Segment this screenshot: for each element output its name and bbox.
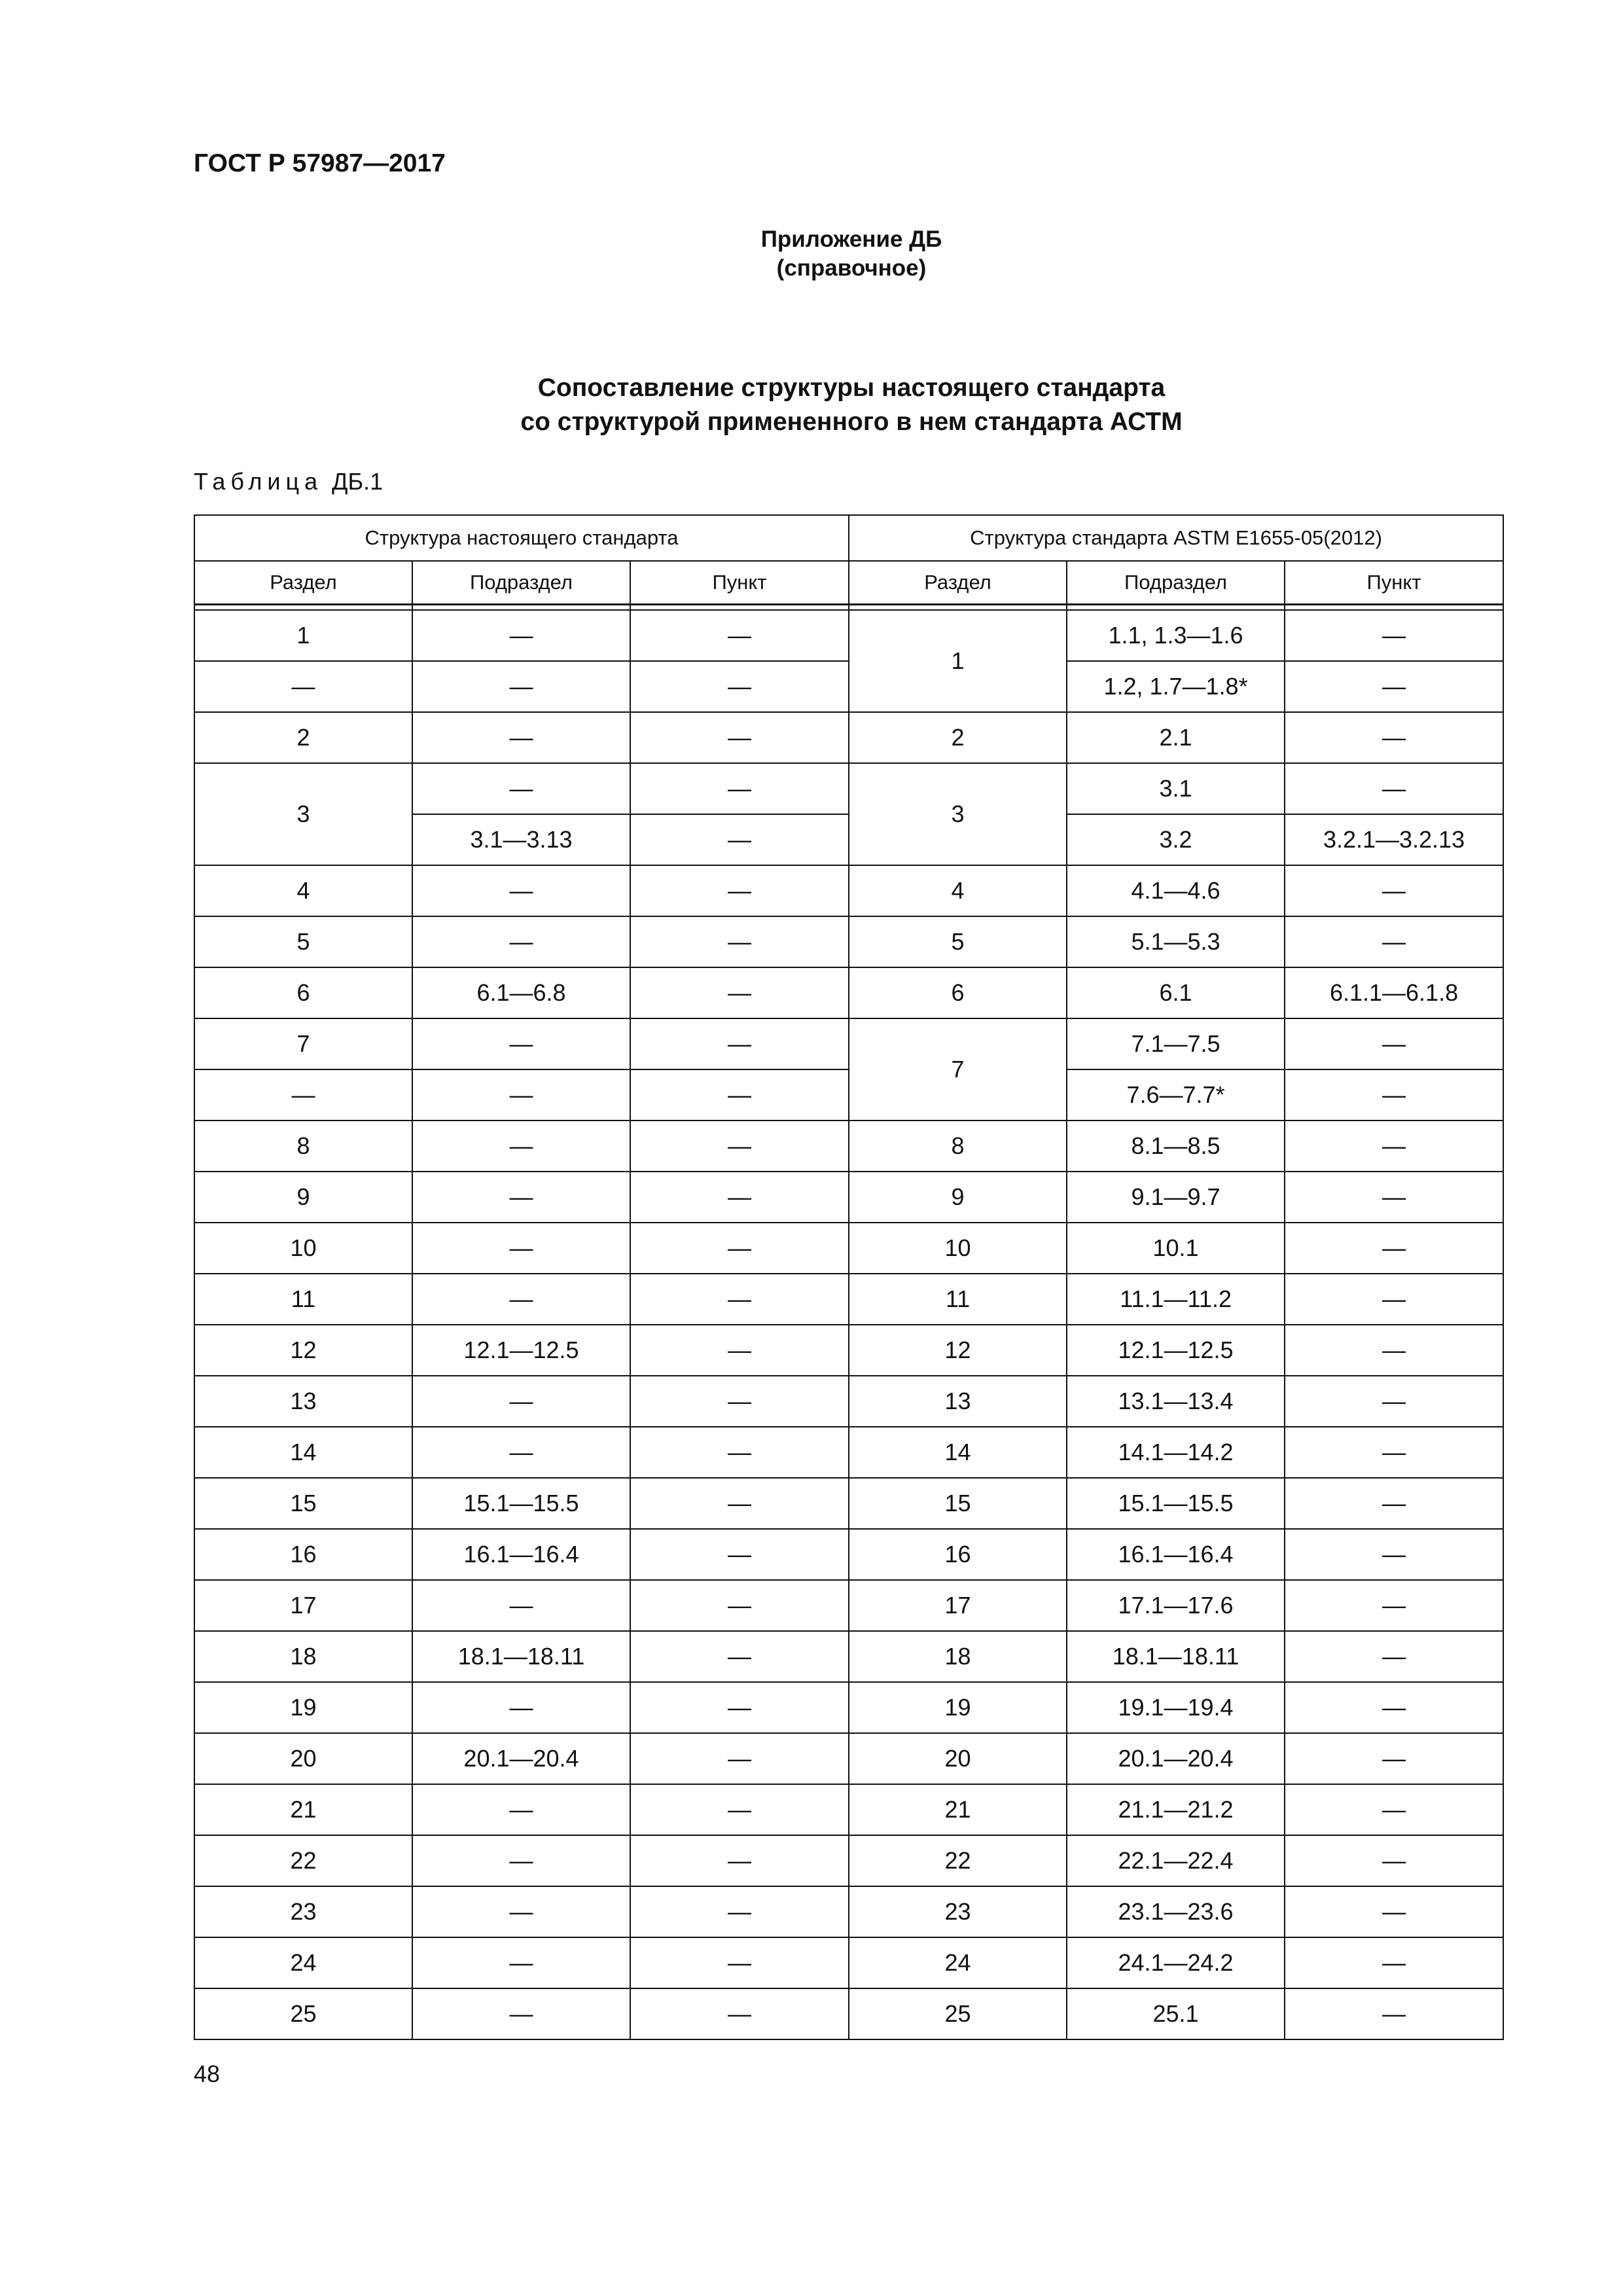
cell-subsection: — — [412, 1835, 630, 1886]
cell-section: 24 — [194, 1937, 412, 1988]
cell-astm-section: 23 — [849, 1886, 1067, 1937]
table-row — [194, 1835, 1503, 1886]
comparison-table — [194, 514, 1504, 2040]
table-title-line-1: Сопоставление структуры настоящего стандарта — [537, 374, 1166, 402]
cell-item: — — [630, 1988, 849, 2039]
cell-subsection: — — [412, 1121, 630, 1172]
table-row — [194, 1223, 1503, 1274]
cell-subsection: — — [412, 1223, 630, 1274]
cell-section: 10 — [194, 1223, 412, 1274]
cell-item: — — [630, 1172, 849, 1223]
cell-subsection: — — [412, 1580, 630, 1631]
cell-astm-item: — — [1285, 1018, 1503, 1069]
table-title — [0, 371, 1623, 439]
table-row — [194, 1580, 1503, 1631]
cell-section: 5 — [194, 916, 412, 967]
column-header-item: Пункт — [630, 561, 849, 605]
cell-astm-subsection: 1.2, 1.7—1.8* — [1067, 661, 1285, 712]
cell-item: — — [630, 1274, 849, 1325]
cell-astm-item: — — [1285, 1988, 1503, 2039]
cell-section: 18 — [194, 1631, 412, 1682]
cell-astm-item: — — [1285, 1937, 1503, 1988]
appendix-heading — [0, 225, 1623, 283]
cell-astm-section: 25 — [849, 1988, 1067, 2039]
cell-astm-item: — — [1285, 1274, 1503, 1325]
cell-item: — — [630, 661, 849, 712]
cell-section: 3 — [194, 763, 412, 865]
cell-section: 17 — [194, 1580, 412, 1631]
cell-astm-section: 24 — [849, 1937, 1067, 1988]
cell-astm-item: — — [1285, 916, 1503, 967]
cell-astm-item: — — [1285, 1121, 1503, 1172]
cell-astm-subsection: 16.1—16.4 — [1067, 1529, 1285, 1580]
cell-astm-item: — — [1285, 1478, 1503, 1529]
cell-astm-item: — — [1285, 1529, 1503, 1580]
table-row — [194, 712, 1503, 763]
table-row — [194, 1325, 1503, 1376]
cell-section: 4 — [194, 865, 412, 916]
cell-section: 1 — [194, 610, 412, 661]
cell-subsection: — — [412, 865, 630, 916]
table-row — [194, 1274, 1503, 1325]
cell-item: — — [630, 1069, 849, 1121]
table-row — [194, 1121, 1503, 1172]
cell-item: — — [630, 763, 849, 814]
cell-subsection: — — [412, 1937, 630, 1988]
cell-astm-item: — — [1285, 1784, 1503, 1835]
table-row — [194, 1529, 1503, 1580]
cell-astm-subsection: 6.1 — [1067, 967, 1285, 1018]
cell-astm-item: — — [1285, 1069, 1503, 1121]
cell-subsection: — — [412, 916, 630, 967]
cell-subsection: — — [412, 1018, 630, 1069]
cell-astm-item: 3.2.1—3.2.13 — [1285, 814, 1503, 865]
cell-item: — — [630, 1682, 849, 1733]
cell-item: — — [630, 1937, 849, 1988]
cell-astm-subsection: 20.1—20.4 — [1067, 1733, 1285, 1784]
cell-subsection: 6.1—6.8 — [412, 967, 630, 1018]
cell-section: 16 — [194, 1529, 412, 1580]
table-group-header-row — [194, 515, 1503, 561]
cell-section: 6 — [194, 967, 412, 1018]
cell-astm-subsection: 12.1—12.5 — [1067, 1325, 1285, 1376]
table-label-word: Таблица — [194, 468, 323, 495]
header-separator — [194, 605, 1503, 611]
cell-astm-subsection: 2.1 — [1067, 712, 1285, 763]
cell-subsection: 12.1—12.5 — [412, 1325, 630, 1376]
cell-subsection: 15.1—15.5 — [412, 1478, 630, 1529]
cell-subsection: — — [412, 1682, 630, 1733]
cell-subsection: — — [412, 763, 630, 814]
appendix-type: (справочное) — [776, 255, 927, 281]
cell-astm-subsection: 1.1, 1.3—1.6 — [1067, 610, 1285, 661]
cell-astm-section: 3 — [849, 763, 1067, 865]
table-row — [194, 1427, 1503, 1478]
table-row — [194, 1172, 1503, 1223]
table-row — [194, 610, 1503, 661]
page-number: 48 — [194, 2060, 221, 2087]
cell-astm-item: — — [1285, 865, 1503, 916]
cell-subsection: — — [412, 1427, 630, 1478]
cell-subsection: 3.1—3.13 — [412, 814, 630, 865]
cell-item: — — [630, 712, 849, 763]
table-label-number: ДБ.1 — [332, 468, 383, 495]
cell-item: — — [630, 916, 849, 967]
table-row — [194, 916, 1503, 967]
cell-subsection: — — [412, 1274, 630, 1325]
cell-section: 13 — [194, 1376, 412, 1427]
table-row — [194, 1478, 1503, 1529]
cell-section: 12 — [194, 1325, 412, 1376]
cell-subsection: 16.1—16.4 — [412, 1529, 630, 1580]
cell-astm-section: 5 — [849, 916, 1067, 967]
cell-astm-subsection: 8.1—8.5 — [1067, 1121, 1285, 1172]
cell-subsection: — — [412, 1784, 630, 1835]
cell-astm-section: 7 — [849, 1018, 1067, 1121]
cell-astm-item: — — [1285, 1835, 1503, 1886]
cell-astm-section: 2 — [849, 712, 1067, 763]
document-code: ГОСТ Р 57987—2017 — [194, 149, 446, 177]
cell-astm-subsection: 7.1—7.5 — [1067, 1018, 1285, 1069]
cell-section: 9 — [194, 1172, 412, 1223]
table-row — [194, 1784, 1503, 1835]
cell-item: — — [630, 1478, 849, 1529]
cell-astm-subsection: 15.1—15.5 — [1067, 1478, 1285, 1529]
cell-section: 19 — [194, 1682, 412, 1733]
cell-astm-subsection: 25.1 — [1067, 1988, 1285, 2039]
cell-astm-subsection: 3.2 — [1067, 814, 1285, 865]
cell-astm-item: — — [1285, 1631, 1503, 1682]
cell-section: 25 — [194, 1988, 412, 2039]
cell-astm-subsection: 3.1 — [1067, 763, 1285, 814]
table-body — [194, 610, 1503, 2039]
cell-astm-section: 18 — [849, 1631, 1067, 1682]
cell-item: — — [630, 1580, 849, 1631]
column-header-item: Пункт — [1285, 561, 1503, 605]
cell-astm-section: 12 — [849, 1325, 1067, 1376]
cell-section: 23 — [194, 1886, 412, 1937]
cell-astm-item: — — [1285, 1733, 1503, 1784]
cell-astm-section: 17 — [849, 1580, 1067, 1631]
cell-item: — — [630, 1376, 849, 1427]
cell-subsection: — — [412, 1376, 630, 1427]
cell-item: — — [630, 1886, 849, 1937]
cell-astm-subsection: 23.1—23.6 — [1067, 1886, 1285, 1937]
cell-item: — — [630, 1835, 849, 1886]
cell-item: — — [630, 1529, 849, 1580]
table-row — [194, 1937, 1503, 1988]
table-row — [194, 763, 1503, 814]
appendix-title: Приложение ДБ — [760, 226, 942, 252]
cell-astm-section: 11 — [849, 1274, 1067, 1325]
cell-item: — — [630, 1427, 849, 1478]
cell-item: — — [630, 1631, 849, 1682]
table-row — [194, 1018, 1503, 1069]
cell-astm-section: 8 — [849, 1121, 1067, 1172]
cell-astm-item: — — [1285, 1325, 1503, 1376]
cell-astm-subsection: 4.1—4.6 — [1067, 865, 1285, 916]
cell-astm-subsection: 21.1—21.2 — [1067, 1784, 1285, 1835]
cell-item: — — [630, 865, 849, 916]
cell-subsection: 18.1—18.11 — [412, 1631, 630, 1682]
cell-astm-subsection: 14.1—14.2 — [1067, 1427, 1285, 1478]
cell-astm-subsection: 19.1—19.4 — [1067, 1682, 1285, 1733]
cell-section: 20 — [194, 1733, 412, 1784]
cell-section: — — [194, 661, 412, 712]
cell-item: — — [630, 814, 849, 865]
table-row — [194, 1988, 1503, 2039]
cell-astm-subsection: 11.1—11.2 — [1067, 1274, 1285, 1325]
cell-astm-section: 6 — [849, 967, 1067, 1018]
cell-item: — — [630, 1223, 849, 1274]
cell-astm-section: 14 — [849, 1427, 1067, 1478]
cell-item: — — [630, 1733, 849, 1784]
cell-astm-subsection: 7.6—7.7* — [1067, 1069, 1285, 1121]
cell-astm-section: 20 — [849, 1733, 1067, 1784]
cell-astm-subsection: 13.1—13.4 — [1067, 1376, 1285, 1427]
cell-astm-section: 21 — [849, 1784, 1067, 1835]
column-header-subsection: Подраздел — [1067, 561, 1285, 605]
table-row — [194, 1886, 1503, 1937]
cell-astm-subsection: 5.1—5.3 — [1067, 916, 1285, 967]
cell-subsection: — — [412, 712, 630, 763]
cell-item: — — [630, 967, 849, 1018]
table-row — [194, 1682, 1503, 1733]
cell-section: 7 — [194, 1018, 412, 1069]
column-header-subsection: Подраздел — [412, 561, 630, 605]
cell-astm-subsection: 18.1—18.11 — [1067, 1631, 1285, 1682]
cell-item: — — [630, 1018, 849, 1069]
cell-astm-item: — — [1285, 1376, 1503, 1427]
cell-astm-section: 1 — [849, 610, 1067, 712]
table-row — [194, 1631, 1503, 1682]
cell-astm-item: 6.1.1—6.1.8 — [1285, 967, 1503, 1018]
group-header-astm-standard: Структура стандарта ASTM E1655-05(2012) — [849, 515, 1503, 561]
cell-section: 11 — [194, 1274, 412, 1325]
cell-subsection: — — [412, 1172, 630, 1223]
cell-subsection: — — [412, 1988, 630, 2039]
cell-subsection: — — [412, 1069, 630, 1121]
cell-section: — — [194, 1069, 412, 1121]
cell-astm-subsection: 10.1 — [1067, 1223, 1285, 1274]
cell-section: 15 — [194, 1478, 412, 1529]
cell-astm-subsection: 9.1—9.7 — [1067, 1172, 1285, 1223]
table-row — [194, 1733, 1503, 1784]
cell-astm-section: 9 — [849, 1172, 1067, 1223]
cell-section: 22 — [194, 1835, 412, 1886]
cell-astm-section: 4 — [849, 865, 1067, 916]
cell-astm-subsection: 22.1—22.4 — [1067, 1835, 1285, 1886]
cell-astm-item: — — [1285, 712, 1503, 763]
cell-astm-item: — — [1285, 661, 1503, 712]
cell-astm-item: — — [1285, 1580, 1503, 1631]
cell-astm-section: 13 — [849, 1376, 1067, 1427]
cell-section: 21 — [194, 1784, 412, 1835]
group-header-current-standard: Структура настоящего стандарта — [194, 515, 849, 561]
cell-section: 14 — [194, 1427, 412, 1478]
column-header-section: Раздел — [849, 561, 1067, 605]
table-title-line-2: со структурой примененного в нем стандарта АСТМ — [520, 408, 1183, 436]
cell-astm-item: — — [1285, 1427, 1503, 1478]
cell-item: — — [630, 1121, 849, 1172]
table-row — [194, 1376, 1503, 1427]
cell-astm-item: — — [1285, 763, 1503, 814]
cell-item: — — [630, 610, 849, 661]
cell-subsection: — — [412, 661, 630, 712]
cell-astm-item: — — [1285, 1223, 1503, 1274]
cell-astm-subsection: 24.1—24.2 — [1067, 1937, 1285, 1988]
cell-subsection: 20.1—20.4 — [412, 1733, 630, 1784]
cell-section: 2 — [194, 712, 412, 763]
cell-astm-item: — — [1285, 610, 1503, 661]
cell-section: 8 — [194, 1121, 412, 1172]
table-label — [194, 468, 383, 495]
cell-astm-section: 16 — [849, 1529, 1067, 1580]
cell-astm-section: 10 — [849, 1223, 1067, 1274]
cell-subsection: — — [412, 610, 630, 661]
cell-astm-item: — — [1285, 1172, 1503, 1223]
table-row — [194, 967, 1503, 1018]
cell-astm-section: 19 — [849, 1682, 1067, 1733]
cell-item: — — [630, 1325, 849, 1376]
cell-subsection: — — [412, 1886, 630, 1937]
cell-item: — — [630, 1784, 849, 1835]
cell-astm-section: 15 — [849, 1478, 1067, 1529]
table-column-header-row — [194, 561, 1503, 605]
cell-astm-item: — — [1285, 1886, 1503, 1937]
cell-astm-item: — — [1285, 1682, 1503, 1733]
cell-astm-section: 22 — [849, 1835, 1067, 1886]
cell-astm-subsection: 17.1—17.6 — [1067, 1580, 1285, 1631]
table-row — [194, 865, 1503, 916]
column-header-section: Раздел — [194, 561, 412, 605]
